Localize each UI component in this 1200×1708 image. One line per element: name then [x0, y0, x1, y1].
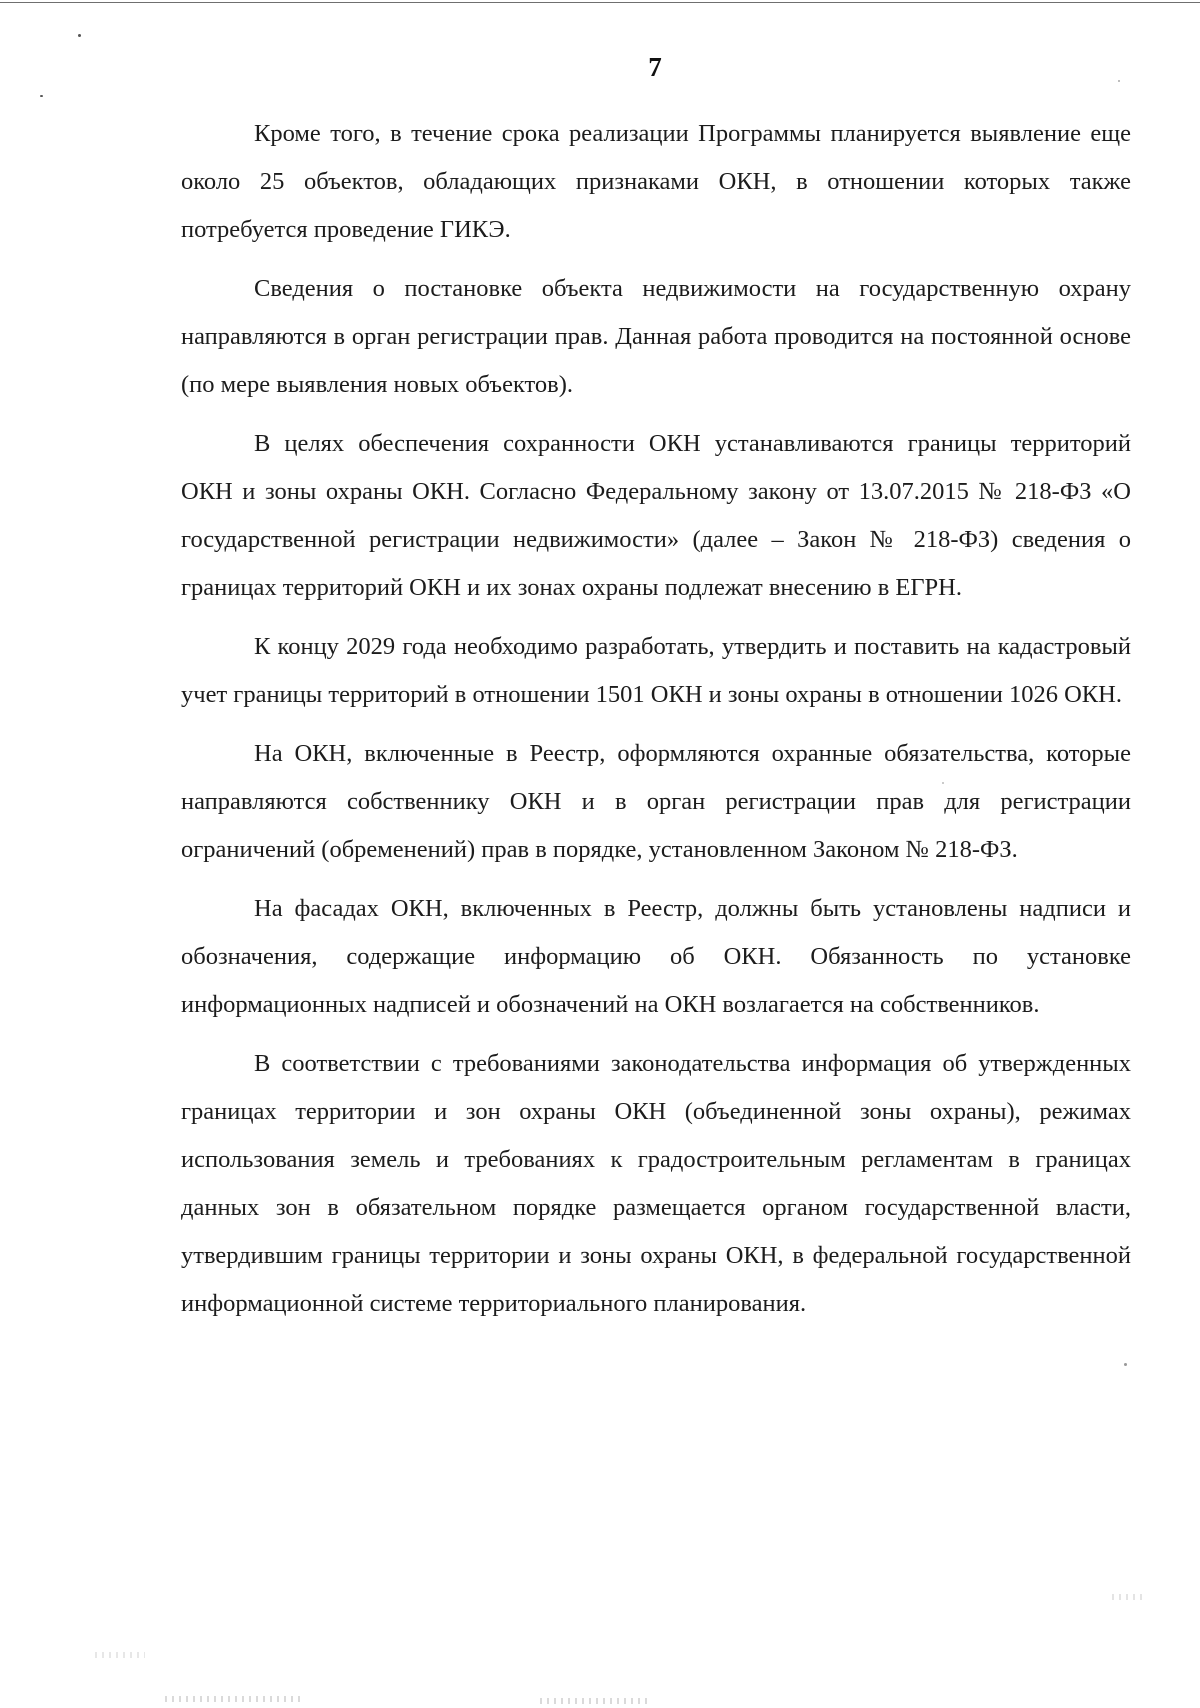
- paragraph-program-objects: Кроме того, в течение срока реализации Программы планируется выявление еще около 25 объектов, обладающих признаками ОКН, в отношении которых также потребуется проведение ГИКЭ.: [181, 120, 1131, 243]
- paragraph-cadastral-plan: К концу 2029 года необходимо разработать, утвердить и поставить на кадастровый учет границы территорий в отношении 1501 ОКН и зоны охраны в отношении 1026 ОКН.: [181, 633, 1131, 708]
- document-body: [181, 110, 1131, 1328]
- scan-noise-bottom-center: [540, 1698, 650, 1704]
- scan-speck: [1118, 80, 1120, 82]
- paragraph-state-protection: Сведения о постановке объекта недвижимости на государственную охрану направляются в орган регистрации прав. Данная работа проводится на постоянной основе (по мере выявления новых объектов).: [181, 275, 1131, 398]
- page-number: 7: [648, 52, 662, 82]
- scan-speck: [1124, 1363, 1127, 1366]
- paragraph-boundaries: В целях обеспечения сохранности ОКН устанавливаются границы территорий ОКН и зоны охраны ОКН. Согласно Федеральному закону от 13.07.2015 № 218-ФЗ «О государственной регистрации недвижимости» (далее – Закон № 218-ФЗ) сведения о границах территорий ОКН и их зонах охраны подлежат внесению в ЕГРН.: [181, 430, 1131, 601]
- scan-noise-bottom-left: [165, 1696, 305, 1702]
- scan-noise-bottom-left-corner: [95, 1652, 145, 1658]
- scan-speck: [40, 95, 43, 97]
- paragraph-facade-signs: На фасадах ОКН, включенных в Реестр, должны быть установлены надписи и обозначения, содержащие информацию об ОКН. Обязанность по установке информационных надписей и обозначений на ОКН возлагается на собственников.: [181, 895, 1131, 1018]
- paragraph-information-system: В соответствии с требованиями законодательства информация об утвержденных границах территории и зон охраны ОКН (объединенной зоны охраны), режимах использования земель и требованиях к градостроительным регламентам в границах данных зон в обязательном порядке размещается органом государственной власти, утвердившим границы территории и зоны охраны ОКН, в федеральной государственной информационной системе территориального планирования.: [181, 1050, 1131, 1317]
- top-scan-edge: [0, 2, 1200, 3]
- scan-speck: [78, 34, 81, 37]
- scan-speck: [942, 782, 944, 784]
- paragraph-protection-obligations: На ОКН, включенные в Реестр, оформляются охранные обязательства, которые направляются собственнику ОКН и в орган регистрации прав для регистрации ограничений (обременений) прав в порядке, установленном Законом № 218-ФЗ.: [181, 740, 1131, 863]
- scan-noise-bottom-right: [1112, 1594, 1144, 1600]
